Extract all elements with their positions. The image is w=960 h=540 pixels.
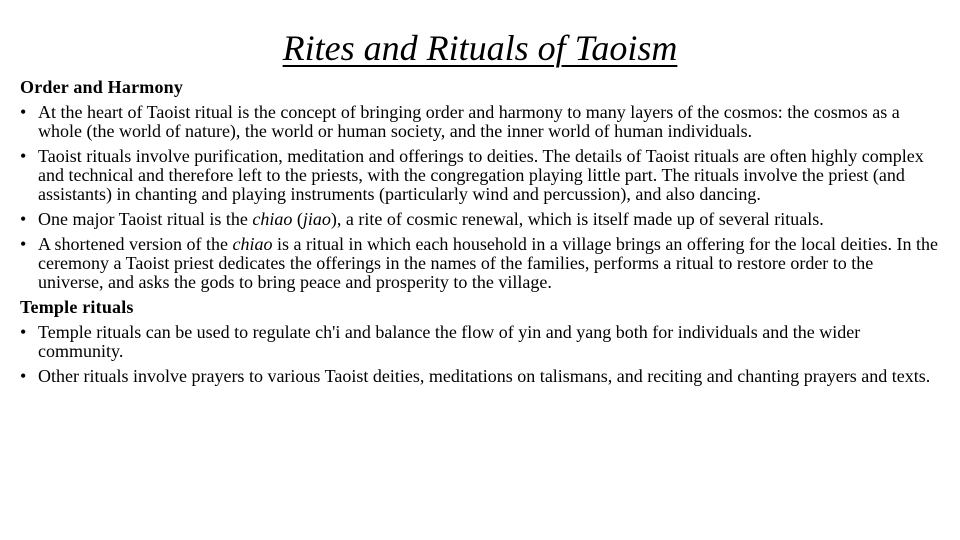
italic-term: chiao [232, 234, 273, 254]
bullet-item [20, 323, 940, 361]
bullet-text-part: One major Taoist ritual is the [38, 209, 253, 229]
bullet-text: At the heart of Taoist ritual is the concept of bringing order and harmony to many layers of the cosmos: the cosmos as a whole (the world of nature), the world or human society, and the inner world of human individuals. [38, 102, 900, 141]
bullet-item [20, 147, 940, 204]
bullet-dot-icon: • [20, 234, 27, 254]
bullet-text-part: ( [292, 209, 303, 229]
bullet-dot-icon: • [20, 209, 27, 229]
bullet-dot-icon: • [20, 366, 27, 386]
bullet-dot-icon: • [20, 322, 27, 342]
bullet-dot-icon: • [20, 102, 27, 122]
bullet-text [38, 234, 938, 292]
slide-title: Rites and Rituals of Taoism [282, 28, 678, 68]
bullet-text: Temple rituals can be used to regulate ch'i and balance the flow of yin and yang both for individuals and the wider community. [38, 322, 861, 361]
bullet-text-part: A shortened version of the [38, 234, 233, 254]
bullet-text-part: ), a rite of cosmic renewal, which is itself made up of several rituals. [330, 209, 824, 229]
bullet-text-part: is a ritual in which each household in a village brings an offering for the local deities. In the ceremony a Taoist priest dedicates the offerings in the names of the families, performs a ritual to restore order to the universe, and asks the gods to bring peace and prosperity to the village. [38, 234, 938, 292]
bullet-text [38, 209, 824, 229]
bullet-text: Taoist rituals involve purification, meditation and offerings to deities. The details of Taoist rituals are often highly complex and technical and therefore left to the priests, with the congregation playing little part. The rituals involve the priest (and assistants) in chanting and playing instruments (particularly wind and percussion), and also dancing. [38, 146, 924, 204]
italic-term: chiao [252, 209, 293, 229]
bullet-item [20, 235, 940, 292]
bullet-text: Other rituals involve prayers to various Taoist deities, meditations on talismans, and reciting and chanting prayers and texts. [38, 366, 931, 386]
bullet-dot-icon: • [20, 146, 27, 166]
bullet-item [20, 103, 940, 141]
section-heading-temple-rituals: Temple rituals [20, 297, 134, 317]
italic-term: jiao [302, 209, 331, 229]
bullet-item [20, 367, 940, 386]
section-heading-order-and-harmony: Order and Harmony [20, 77, 184, 97]
bullet-item [20, 210, 940, 229]
slide-body [20, 78, 940, 392]
